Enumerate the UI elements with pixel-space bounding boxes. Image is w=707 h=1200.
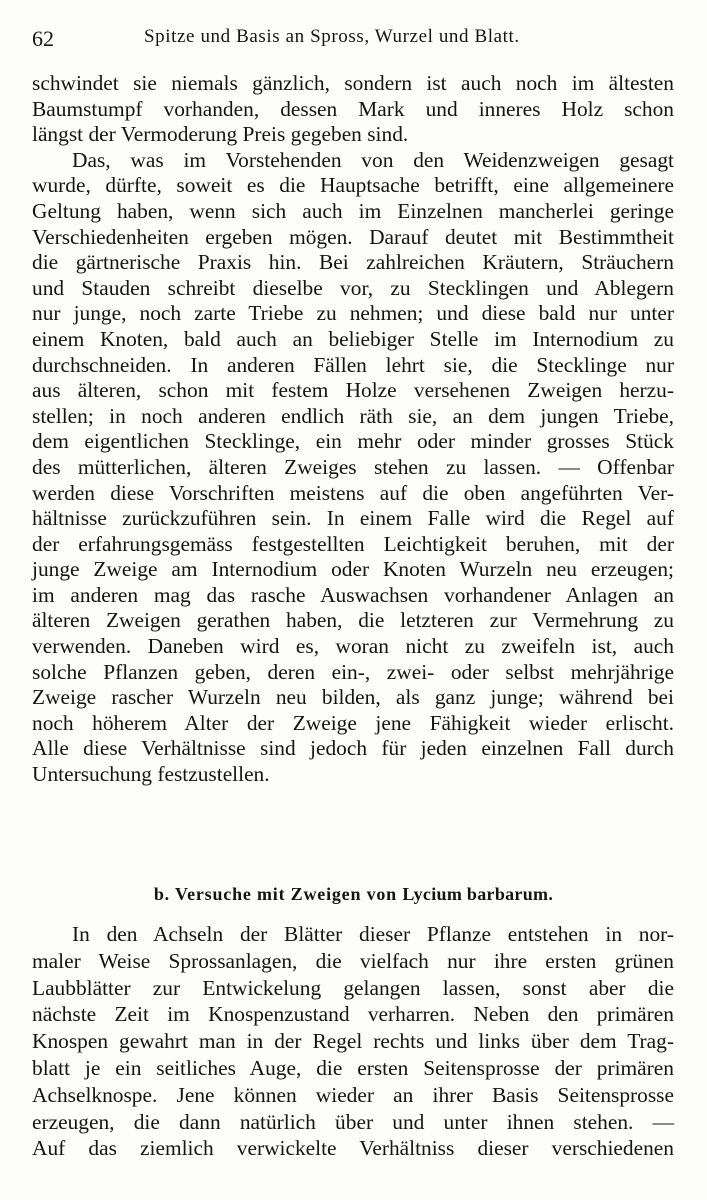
text-line: solche Pflanzen geben, deren ein-, zwei- oder selbst mehrjährige xyxy=(32,659,674,684)
section-heading xyxy=(0,884,707,905)
body-text-top xyxy=(32,71,674,788)
text-line: blatt je ein seitliches Auge, die ersten Seitensprosse der primären xyxy=(32,1055,674,1080)
text-line: Auf das ziemlich verwickelte Verhältniss dieser verschiedenen xyxy=(32,1136,674,1161)
text-line: älteren Zweigen gerathen haben, die letzteren zur Vermehrung zu xyxy=(32,608,674,633)
text-line: Alle diese Verhältnisse sind jedoch für jeden einzelnen Fall durch xyxy=(32,736,674,761)
section-heading-label: b. Versuche mit Zweigen von xyxy=(153,884,397,904)
text-line: nur junge, noch zarte Triebe zu nehmen; und diese bald nur unter xyxy=(32,301,674,326)
text-line: Knospen gewahrt man in der Regel rechts und links über dem Trag- xyxy=(32,1029,674,1054)
text-line: verwenden. Daneben wird es, woran nicht zu zweifeln ist, auch xyxy=(32,634,674,659)
text-line: einem Knoten, bald auch an beliebiger Stelle im Internodium zu xyxy=(32,326,674,351)
text-line: die gärtnerische Praxis hin. Bei zahlreichen Kräutern, Sträuchern xyxy=(32,250,674,275)
text-line: Das, was im Vorstehenden von den Weidenzweigen gesagt xyxy=(72,147,674,172)
text-line: maler Weise Sprossanlagen, die vielfach nur ihre ersten grünen xyxy=(32,948,674,973)
text-line: aus älteren, schon mit festem Holze versehenen Zweigen herzu- xyxy=(32,378,674,403)
text-line: längst der Vermoderung Preis gegeben sind. xyxy=(32,122,409,147)
text-line: Untersuchung festzustellen. xyxy=(32,762,270,787)
text-line: noch höherem Alter der Zweige jene Fähigkeit wieder erlischt. xyxy=(32,710,674,735)
text-line: dem eigentlichen Stecklinge, ein mehr oder minder grosses Stück xyxy=(32,429,674,454)
text-line: Laubblätter zur Entwickelung gelangen lassen, sonst aber die xyxy=(32,975,674,1000)
text-line: des mütterlichen, älteren Zweiges stehen zu lassen. — Offenbar xyxy=(32,454,674,479)
running-title: Spitze und Basis an Spross, Wurzel und Blatt. xyxy=(144,26,520,47)
text-line: erzeugen, die dann natürlich über und unter ihnen stehen. — xyxy=(32,1109,674,1134)
text-line: Achselknospe. Jene können wieder an ihrer Basis Seitensprosse xyxy=(32,1082,674,1107)
text-line: junge Zweige am Internodium oder Knoten Wurzeln neu erzeugen; xyxy=(32,557,674,582)
text-line: hältnisse zurückzuführen sein. In einem Falle wird die Regel auf xyxy=(32,506,674,531)
text-line: stellen; in noch anderen endlich räth sie, an dem jungen Triebe, xyxy=(32,403,674,428)
text-line: im anderen mag das rasche Auswachsen vorhandener Anlagen an xyxy=(32,582,674,607)
section-heading-species: Lycium barbarum. xyxy=(402,884,554,904)
text-line: wurde, dürfte, soweit es die Hauptsache betrifft, eine allgemeinere xyxy=(32,173,674,198)
text-line: Verschiedenheiten ergeben mögen. Darauf deutet mit Bestimmtheit xyxy=(32,224,674,249)
text-line: Geltung haben, wenn sich auch im Einzelnen mancherlei geringe xyxy=(32,198,674,223)
text-line: werden diese Vorschriften meistens auf die oben angeführten Ver- xyxy=(32,480,674,505)
body-text-bottom xyxy=(32,921,674,1162)
running-head xyxy=(32,22,674,52)
text-line: In den Achseln der Blätter dieser Pflanze entstehen in nor- xyxy=(72,922,674,946)
text-line: nächste Zeit im Knospenzustand verharren. Neben den primären xyxy=(32,1002,674,1027)
text-line: Baumstumpf vorhanden, dessen Mark und inneres Holz schon xyxy=(32,96,674,121)
text-line: der erfahrungsgemäss festgestellten Leichtigkeit beruhen, mit der xyxy=(32,531,674,556)
text-line: schwindet sie niemals gänzlich, sondern ist auch noch im ältesten xyxy=(32,71,674,95)
page-number: 62 xyxy=(32,26,54,51)
text-line: durchschneiden. In anderen Fällen lehrt sie, die Stecklinge nur xyxy=(32,352,674,377)
text-line: und Stauden schreibt dieselbe vor, zu Stecklingen und Ablegern xyxy=(32,275,674,300)
text-line: Zweige rascher Wurzeln neu bilden, als ganz junge; während bei xyxy=(32,685,674,710)
